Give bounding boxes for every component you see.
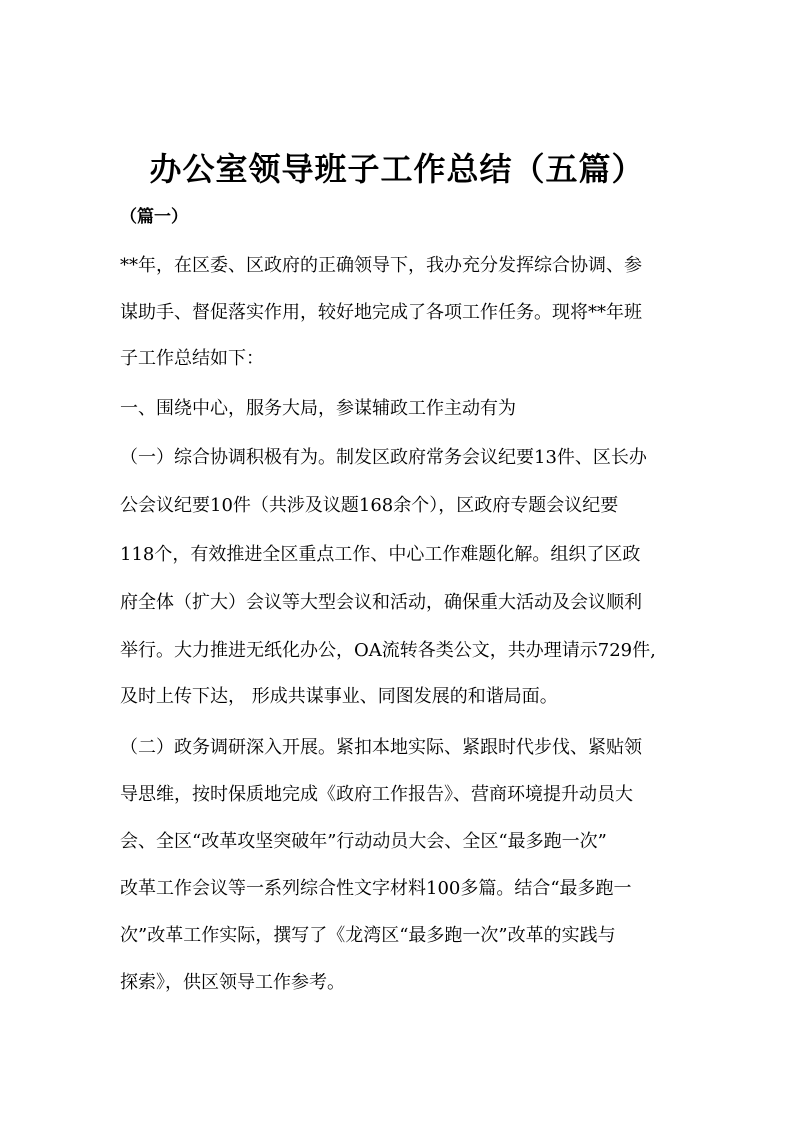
body-line: （二）政务调研深入开展。紧扣本地实际、紧跟时代步伐、紧贴领 <box>120 737 642 758</box>
body-line: 公会议纪要10件（共涉及议题168余个），区政府专题会议纪要 <box>120 495 619 516</box>
body-line: 改革工作会议等一系列综合性文字材料100多篇。结合“最多跑一 <box>120 878 632 899</box>
body-line: （一）综合协调积极有为。制发区政府常务会议纪要13件、区长办 <box>120 447 647 468</box>
body-line: 会、全区“改革攻坚突破年”行动动员大会、全区“最多跑一次” <box>120 831 607 852</box>
body-line: 导思维，按时保质地完成《政府工作报告》、营商环境提升动员大 <box>120 784 633 805</box>
body-line: 118个，有效推进全区重点工作、中心工作难题化解。组织了区政 <box>120 544 641 565</box>
body-line: 府全体（扩大）会议等大型会议和活动，确保重大活动及会议顺利 <box>120 592 642 613</box>
body-line: 子工作总结如下： <box>120 348 264 369</box>
section-subtitle: （篇一） <box>120 207 188 227</box>
body-line: 及时上传下达， 形成共谋事业、同图发展的和谐局面。 <box>120 686 558 707</box>
body-line: 次”改革工作实际，撰写了《龙湾区“最多跑一次”改革的实践与 <box>120 925 616 946</box>
body-line: 探索》，供区领导工作参考。 <box>120 972 345 993</box>
body-line: 谋助手、督促落实作用，较好地完成了各项工作任务。现将**年班 <box>120 302 642 323</box>
body-line: 举行。大力推进无纸化办公，OA流转各类公文，共办理请示729件, <box>120 640 656 661</box>
body-line: **年，在区委、区政府的正确领导下，我办充分发挥综合协调、参 <box>120 255 642 276</box>
section-heading: 一、围绕中心，服务大局，参谋辅政工作主动有为 <box>120 398 516 419</box>
document-title: 办公室领导班子工作总结（五篇） <box>149 150 645 188</box>
